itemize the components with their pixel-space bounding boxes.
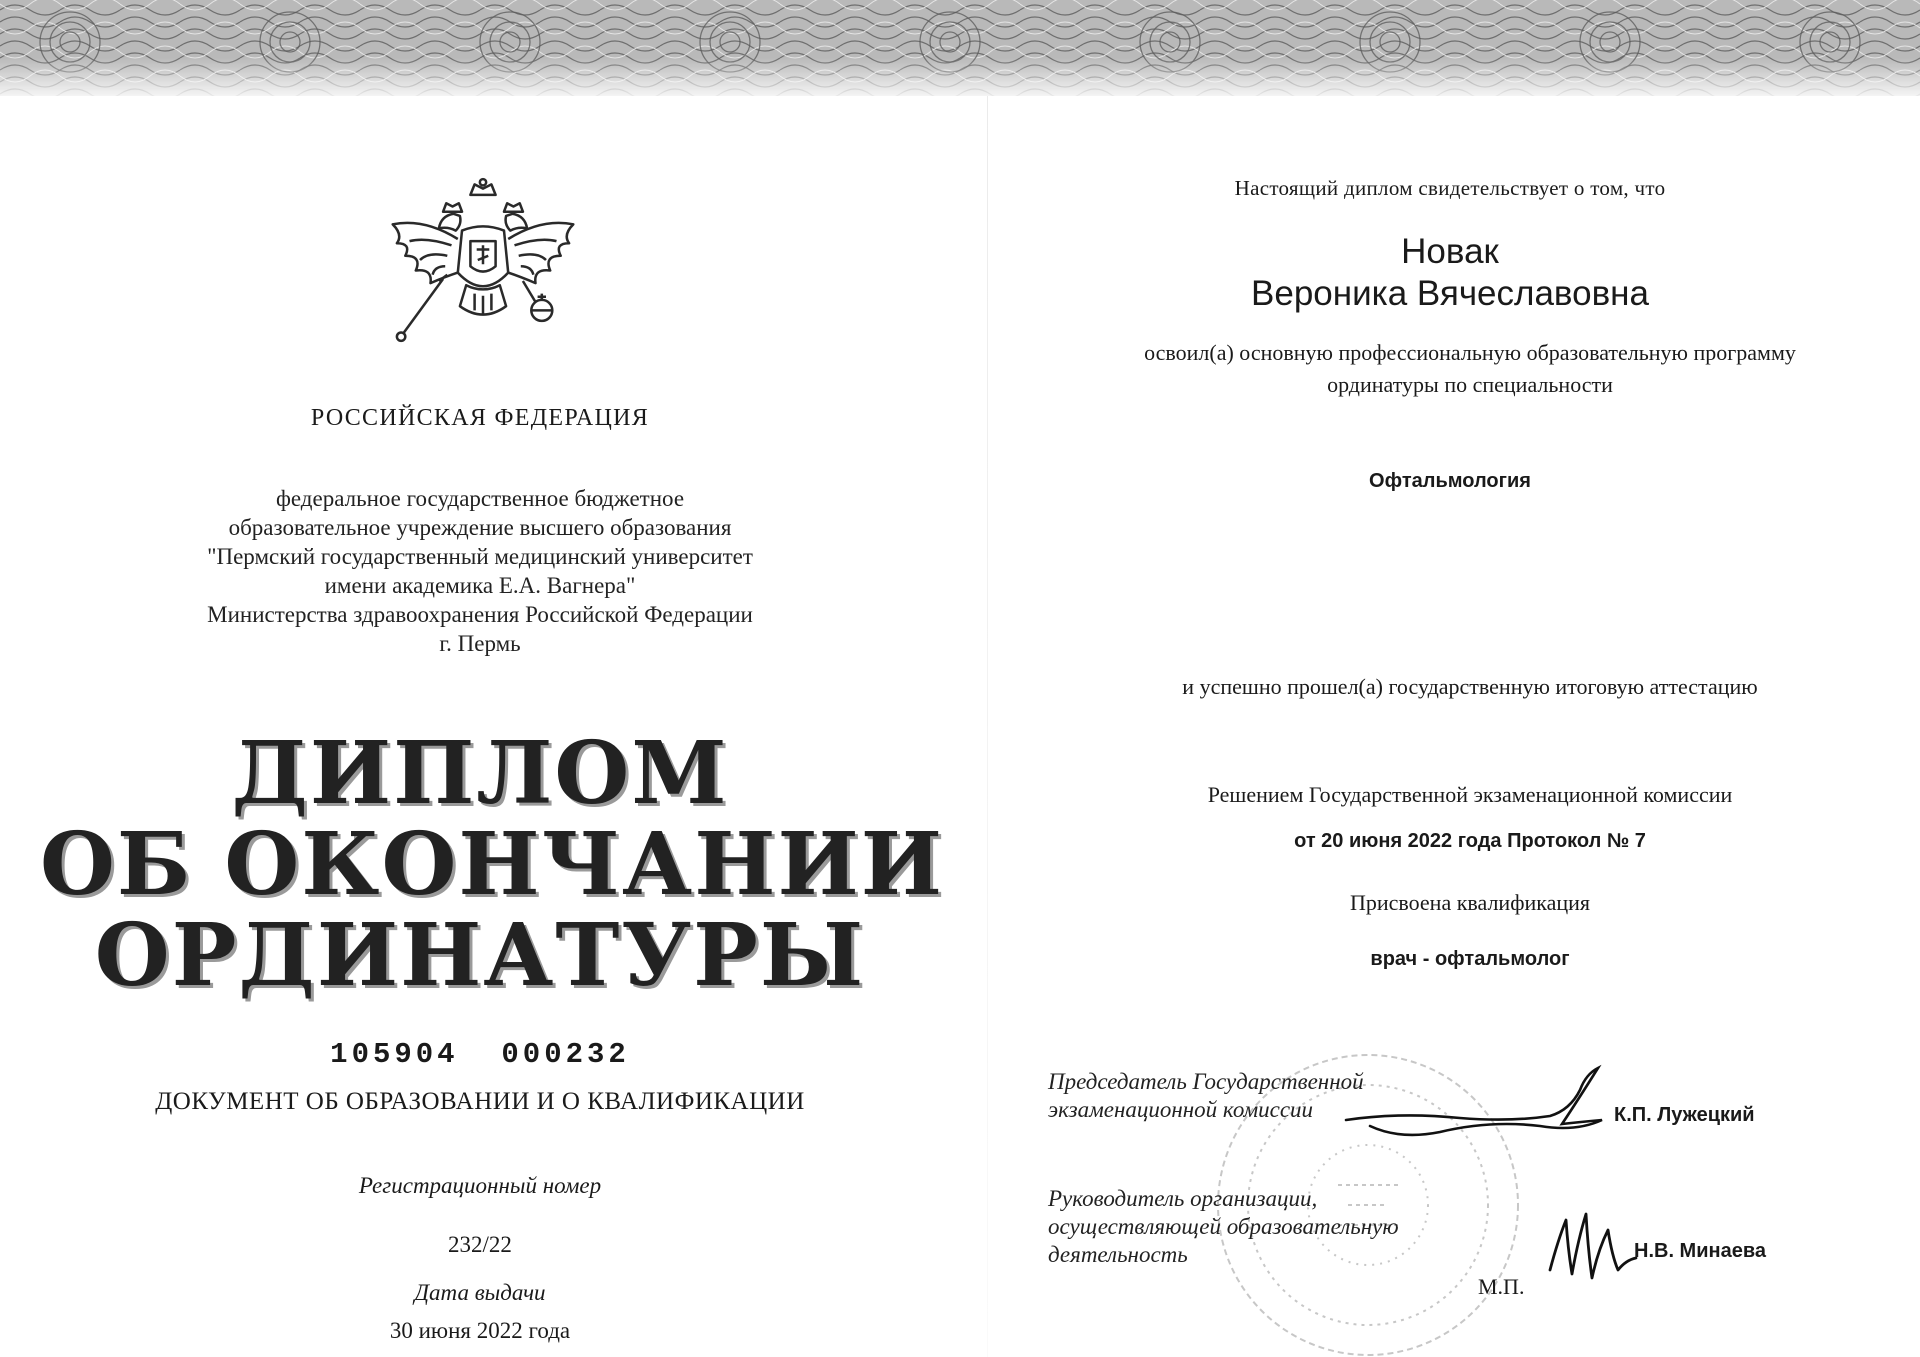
- chair-title-line: Председатель Государственной: [1048, 1069, 1364, 1094]
- mastered-line: ординатуры по специальности: [1327, 372, 1613, 397]
- mastered-line: освоил(а) основную профессиональную образовательную программу: [1144, 340, 1796, 365]
- head-signature-icon: [1536, 1200, 1646, 1290]
- seal-place-label: М.П.: [1478, 1274, 1525, 1299]
- double-headed-eagle-emblem-icon: [378, 176, 588, 386]
- head-title-line: осуществляющей образовательную: [1048, 1214, 1399, 1239]
- diploma-title: [40, 723, 944, 1006]
- issue-date-label: Дата выдачи: [414, 1280, 546, 1305]
- issue-date: 30 июня 2022 года: [389, 1318, 571, 1343]
- institution-line: образовательное учреждение высшего образования: [228, 515, 732, 540]
- document-type: ДОКУМЕНТ ОБ ОБРАЗОВАНИИ И О КВАЛИФИКАЦИИ: [155, 1088, 805, 1115]
- chair-name: К.П. Лужецкий: [1614, 1104, 1755, 1126]
- qualification: врач - офтальмолог: [1370, 948, 1570, 970]
- head-name: Н.В. Минаева: [1634, 1240, 1766, 1262]
- title-line: ДИПЛОМ: [231, 723, 729, 824]
- graduate-given-names: Вероника Вячеславовна: [1251, 274, 1649, 313]
- protocol-date: от 20 июня 2022 года Протокол № 7: [1294, 830, 1646, 852]
- head-title-line: деятельность: [1048, 1242, 1188, 1267]
- serial-number: 105904 000232: [330, 1038, 630, 1071]
- specialty: Офтальмология: [1369, 470, 1531, 492]
- registration-label: Регистрационный номер: [358, 1173, 602, 1198]
- head-title: [1048, 1185, 1468, 1269]
- institution-line: федеральное государственное бюджетное: [275, 486, 685, 511]
- institution-line: Министерства здравоохранения Российской Федерации: [207, 602, 753, 627]
- mastered-program-text: [1060, 337, 1880, 401]
- country-name: РОССИЙСКАЯ ФЕДЕРАЦИЯ: [310, 405, 650, 431]
- chair-title-line: экзаменационной комиссии: [1048, 1097, 1314, 1122]
- chair-signature-icon: [1340, 1060, 1630, 1170]
- certifies-intro: Настоящий диплом свидетельствует о том, что: [1234, 176, 1666, 200]
- page-fold-divider: [987, 96, 988, 1357]
- institution-line: "Пермский государственный медицинский университет: [207, 544, 753, 569]
- institution-line: имени академика Е.А. Вагнера": [324, 573, 636, 598]
- passed-attestation-text: и успешно прошел(а) государственную итоговую аттестацию: [1182, 674, 1758, 699]
- graduate-surname: Новак: [1401, 232, 1499, 271]
- guilloche-banner: [0, 0, 1920, 96]
- title-line: ОБ ОКОНЧАНИИ: [40, 814, 944, 915]
- commission-decision: Решением Государственной экзаменационной комиссии: [1207, 782, 1733, 807]
- head-title-line: Руководитель организации,: [1048, 1186, 1318, 1211]
- institution-line: г. Пермь: [439, 631, 521, 656]
- registration-number: 232/22: [448, 1232, 512, 1257]
- title-line: ОРДИНАТУРЫ: [94, 905, 866, 1006]
- institution-block: [150, 484, 810, 658]
- qualification-label: Присвоена квалификация: [1349, 890, 1591, 915]
